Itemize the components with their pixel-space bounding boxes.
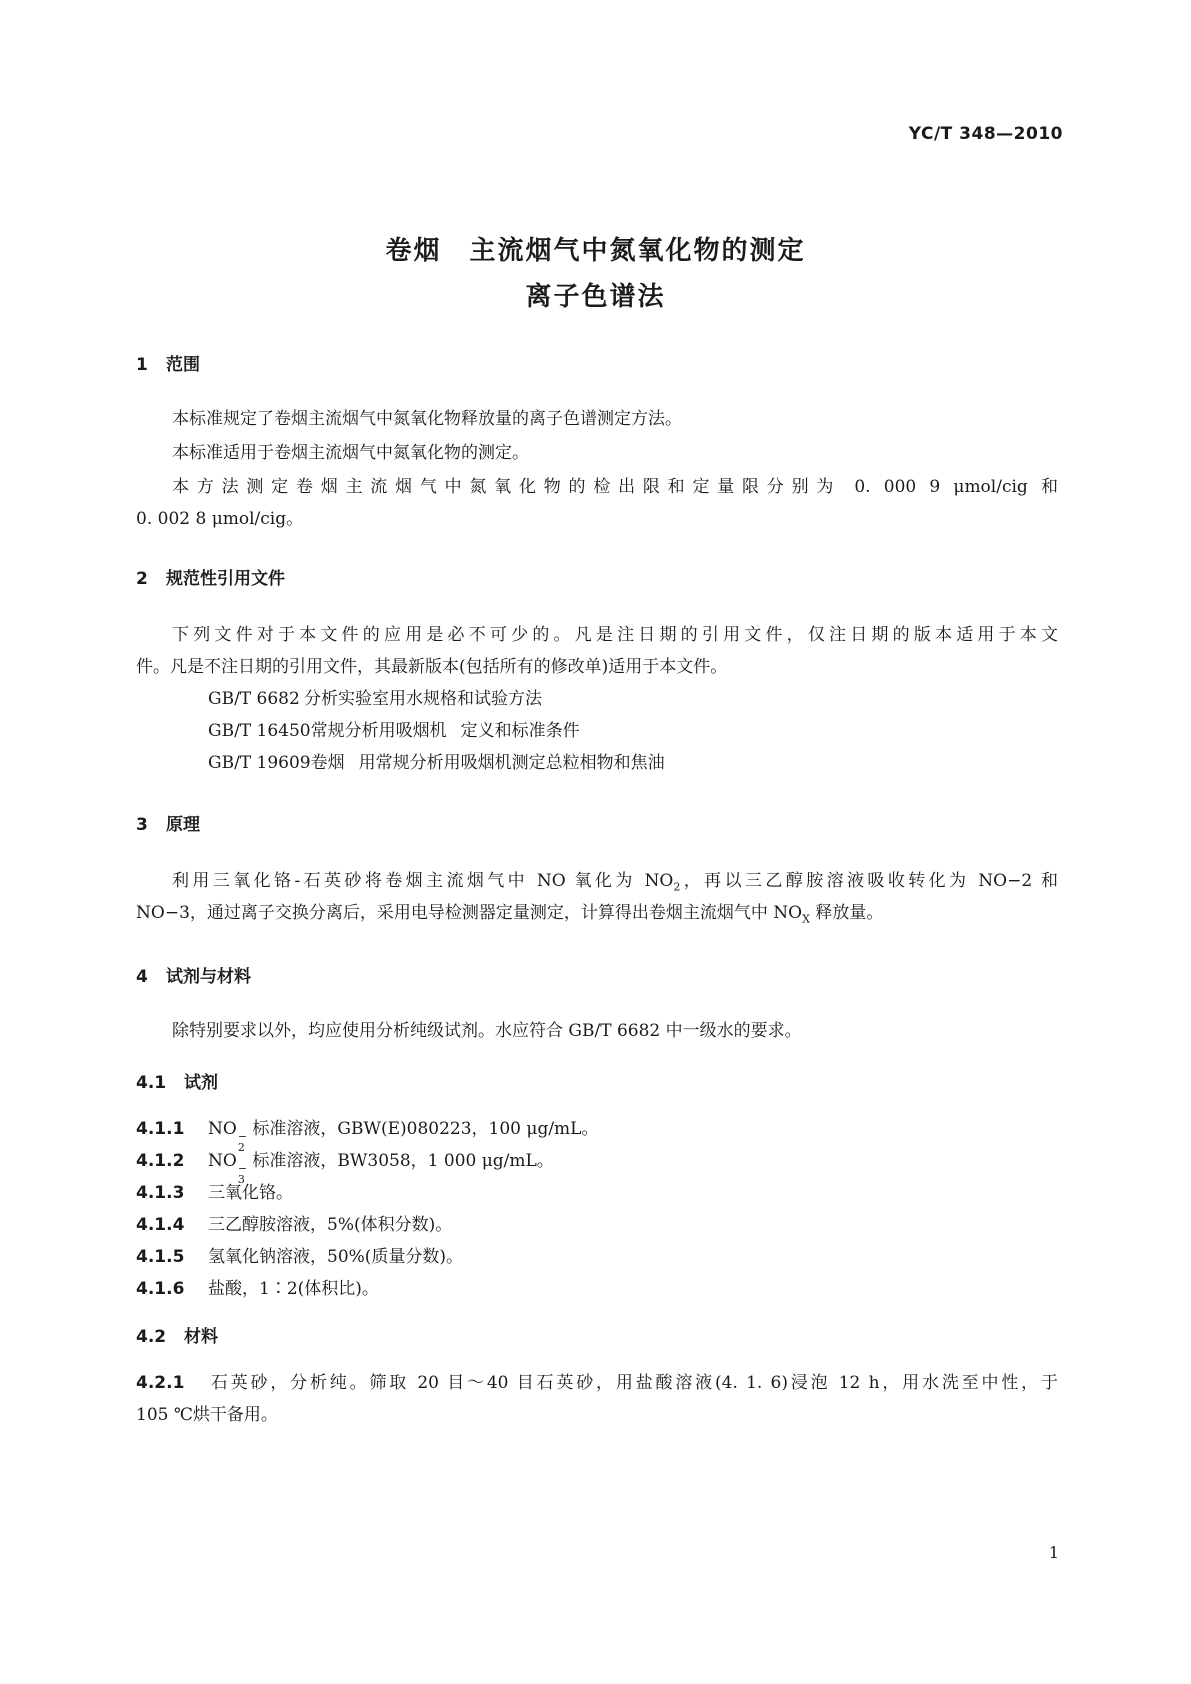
section-2-para-line-2: 件。凡是不注日期的引用文件，其最新版本(包括所有的修改单)适用于本文件。 <box>136 657 728 677</box>
section-1-para-3-line-1: 本方法测定卷烟主流烟气中氮氧化物的检出限和定量限分别为 0. 000 9 μmol/cig 和 <box>172 477 1058 497</box>
subscript: X <box>802 912 810 926</box>
text-run: 和 <box>1032 871 1058 891</box>
reagent-item <box>136 1272 1058 1306</box>
subscript: 2 <box>237 1141 245 1154</box>
section-4-para: 除特别要求以外，均应使用分析纯级试剂。水应符合 GB/T 6682 中一级水的要求。 <box>172 1021 802 1041</box>
reference-item <box>136 746 1058 780</box>
reference-title-part-a: 卷烟 <box>310 753 345 773</box>
title-part-b: 主流烟气中氮氧化物的测定 <box>469 236 806 266</box>
reagent-item <box>136 1208 1058 1242</box>
item-number: 4.2.1 <box>136 1373 185 1393</box>
item-text: 石英砂，分析纯。筛取 20 目～40 目石英砂，用盐酸溶液(4. 1. 6)浸泡 12 h，用水洗至中性，于 <box>208 1373 1058 1393</box>
text-run: NO <box>208 1119 237 1139</box>
section-1-heading <box>136 350 200 375</box>
item-number: 4.1.5 <box>136 1247 185 1267</box>
section-number: 1 <box>136 355 148 375</box>
item-text: 三氧化铬。 <box>208 1183 293 1203</box>
subscript: 2 <box>1021 871 1033 891</box>
reference-code: GB/T 19609 <box>208 753 311 773</box>
chemical-formula <box>208 1119 248 1154</box>
section-number: 4.1 <box>136 1073 167 1093</box>
subsection-4-2-heading <box>136 1322 218 1347</box>
reference-item <box>136 682 1058 716</box>
subscript: 2 <box>673 880 681 894</box>
subscript: 3 <box>179 903 190 923</box>
material-item-line-1 <box>136 1366 1058 1400</box>
reagent-item <box>136 1173 1058 1210</box>
item-number: 4.1.1 <box>136 1119 185 1139</box>
section-title: 材料 <box>184 1327 218 1347</box>
document-title-line1 <box>0 230 1191 267</box>
section-title: 原理 <box>166 815 200 835</box>
text-run: NO <box>136 903 165 923</box>
item-number: 4.1.2 <box>136 1151 185 1171</box>
superscript: − <box>164 903 180 923</box>
title-part-a: 卷烟 <box>385 236 442 266</box>
section-title: 试剂与材料 <box>166 967 251 987</box>
chemical-formula <box>208 1151 248 1186</box>
reference-item <box>136 714 1058 748</box>
item-text: 标准溶液，BW3058，1 000 μg/mL。 <box>247 1151 554 1171</box>
section-number: 4.2 <box>136 1327 167 1347</box>
subscript: 3 <box>237 1173 245 1186</box>
section-3-heading <box>136 810 200 835</box>
item-text: 三乙醇胺溶液，5%(体积分数)。 <box>208 1215 453 1235</box>
item-number: 4.1.6 <box>136 1279 185 1299</box>
item-number: 4.1.4 <box>136 1215 185 1235</box>
text-run: ，通过离子交换分离后，采用电导检测器定量测定，计算得出卷烟主流烟气中 NO <box>189 903 803 923</box>
section-number: 3 <box>136 815 148 835</box>
text-run: ，再以三乙醇胺溶液吸收转化为 NO <box>680 871 1008 891</box>
reference-code: GB/T 6682 <box>208 689 300 709</box>
section-1-para-2: 本标准适用于卷烟主流烟气中氮氧化物的测定。 <box>172 443 529 463</box>
document-title-line2: 离子色谱法 <box>525 282 666 312</box>
section-3-para-line-2 <box>136 896 1058 936</box>
item-text: 盐酸，1∶2(体积比)。 <box>208 1279 379 1299</box>
reference-title-part-b: 定义和标准条件 <box>460 721 580 741</box>
item-text: 标准溶液，GBW(E)080223，100 μg/mL。 <box>247 1119 599 1139</box>
page-number: 1 <box>1048 1543 1059 1562</box>
text-run: 释放量。 <box>809 903 884 923</box>
section-4-heading <box>136 962 251 987</box>
ion-charge <box>1007 871 1032 891</box>
section-title: 试剂 <box>184 1073 218 1093</box>
section-number: 4 <box>136 967 148 987</box>
section-title: 范围 <box>166 355 200 375</box>
section-2-para-line-1: 下列文件对于本文件的应用是必不可少的。凡是注日期的引用文件，仅注日期的版本适用于本文 <box>172 625 1058 645</box>
section-2-heading <box>136 564 285 589</box>
section-1-para-1: 本标准规定了卷烟主流烟气中氮氧化物释放量的离子色谱测定方法。 <box>172 409 682 429</box>
material-item-line-2: 105 ℃烘干备用。 <box>136 1405 278 1425</box>
ion-charge <box>165 903 190 923</box>
reference-title: 分析实验室用水规格和试验方法 <box>304 689 542 709</box>
section-1-para-3-line-2: 0. 002 8 μmol/cig。 <box>136 509 304 529</box>
reference-title-part-a: 常规分析用吸烟机 <box>310 721 447 741</box>
section-number: 2 <box>136 569 148 589</box>
reference-title-part-b: 用常规分析用吸烟机测定总粒相物和焦油 <box>358 753 665 773</box>
superscript: − <box>237 1162 248 1175</box>
item-number: 4.1.3 <box>136 1183 185 1203</box>
subsection-4-1-heading <box>136 1068 218 1093</box>
superscript: − <box>237 1130 248 1143</box>
standard-code: YC/T 348—2010 <box>908 124 1063 144</box>
text-run: 利用三氧化铬-石英砂将卷烟主流烟气中 NO 氧化为 NO <box>172 871 674 891</box>
reference-code: GB/T 16450 <box>208 721 311 741</box>
item-text: 氢氧化钠溶液，50%(质量分数)。 <box>208 1247 464 1267</box>
reagent-item <box>136 1240 1058 1274</box>
section-title: 规范性引用文件 <box>166 569 285 589</box>
text-run: NO <box>208 1151 237 1171</box>
superscript: − <box>1007 871 1022 891</box>
